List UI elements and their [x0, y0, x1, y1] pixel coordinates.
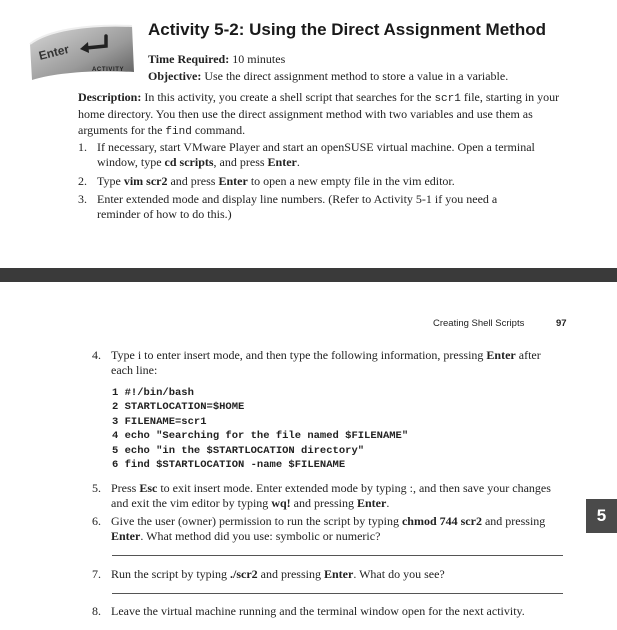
step-6: 6. Give the user (owner) permission to run the script by typing chmod 744 scr2 and pressing Enter. What method did you use: symbolic or numeric?: [92, 514, 546, 543]
badge-caption: ACTIVITY: [92, 67, 125, 73]
step-5: 5. Press Esc to exit insert mode. Enter extended mode by typing :, and then save your changes and exit the vim editor by typing wq! and pressing Enter.: [92, 481, 551, 510]
time-required: [148, 52, 285, 66]
page-number: 97: [556, 318, 567, 329]
answer-line: [112, 593, 563, 594]
step-8: 8. Leave the virtual machine running and the terminal window open for the next activity.: [92, 604, 525, 618]
code-line: 5 echo "in the $STARTLOCATION directory": [112, 444, 365, 457]
code-line: 1 #!/bin/bash: [112, 387, 194, 399]
code-inline: find: [165, 125, 192, 138]
answer-line: [112, 555, 563, 556]
description: Description: In this activity, you create a shell script that searches for the scr1 file, starting in your home directory. You then use the direct assignment method with two variables and use them as arguments for the find command.: [78, 90, 560, 138]
time-value: 10 minutes: [232, 52, 286, 66]
running-head: Creating Shell Scripts: [433, 318, 525, 329]
description-label: Description:: [78, 90, 142, 104]
step-1: 1. If necessary, start VMware Player and start an openSUSE virtual machine. Open a terminal window, type cd scripts, and press Enter.: [78, 140, 535, 169]
chapter-tab: 5: [586, 499, 617, 533]
code-inline: scr1: [434, 93, 461, 105]
code-line: 3 FILENAME=scr1: [112, 415, 207, 428]
step-3: 3. Enter extended mode and display line numbers. (Refer to Activity 5-1 if you need a reminder of how to do this.): [78, 192, 498, 221]
code-line: 2 STARTLOCATION=$HOME: [112, 401, 245, 414]
objective: [148, 69, 508, 83]
step-7: 7. Run the script by typing ./scr2 and pressing Enter. What do you see?: [92, 567, 445, 581]
step-2: 2. Type vim scr2 and press Enter to open a new empty file in the vim editor.: [78, 174, 455, 188]
enter-key-badge-icon: [28, 22, 136, 82]
time-label: Time Required:: [148, 52, 230, 66]
code-block: [112, 386, 532, 472]
badge-label: Enter: [37, 41, 71, 63]
activity-title: Activity 5-2: Using the Direct Assignment Method: [148, 20, 546, 39]
step-4: 4. Type i to enter insert mode, and then type the following information, pressing Enter after each line:: [92, 348, 541, 377]
code-line: 4 echo "Searching for the file named $FILENAME": [112, 430, 409, 443]
code-line: 6 find $STARTLOCATION -name $FILENAME: [112, 459, 346, 472]
objective-text: Use the direct assignment method to store a value in a variable.: [204, 69, 509, 83]
objective-label: Objective:: [148, 69, 202, 83]
page-divider: [0, 268, 617, 282]
